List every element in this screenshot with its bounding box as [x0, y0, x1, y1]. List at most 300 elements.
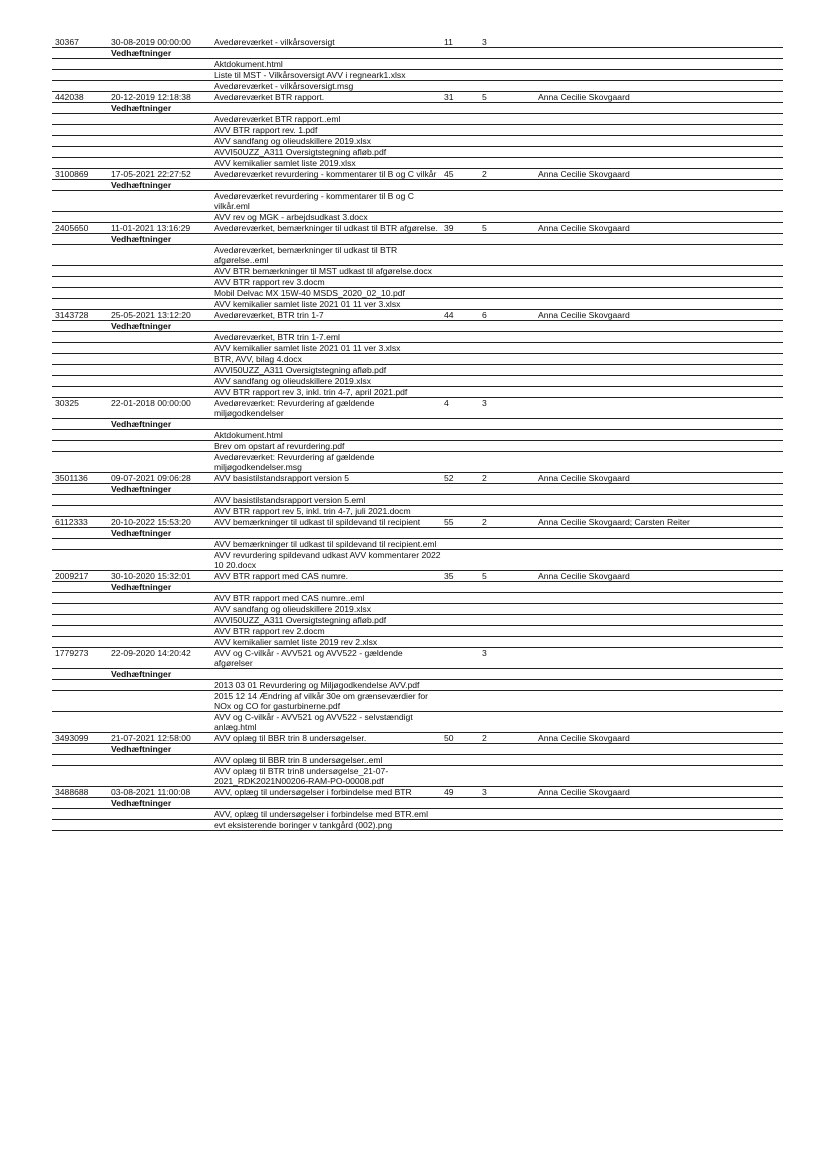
empty-cell — [479, 321, 535, 332]
empty-cell — [479, 191, 535, 212]
attachment-filename: AVV, oplæg til undersøgelser i forbindelse med BTR.eml — [214, 809, 428, 819]
empty-cell — [211, 180, 441, 191]
empty-cell — [52, 114, 108, 125]
empty-cell — [479, 136, 535, 147]
attachment-row — [52, 539, 783, 550]
attachment-row — [52, 593, 783, 604]
record-id: 3100869 — [55, 169, 89, 179]
attachment-filename: AVV basistilstandsrapport version 5.eml — [214, 495, 366, 505]
empty-cell — [479, 809, 535, 820]
empty-cell — [535, 245, 783, 266]
empty-cell — [108, 59, 211, 70]
record-count-2: 2 — [482, 517, 487, 527]
empty-cell — [535, 691, 783, 712]
attachment-row — [52, 430, 783, 441]
empty-cell — [535, 48, 783, 59]
empty-cell — [108, 288, 211, 299]
empty-cell — [441, 321, 479, 332]
empty-cell — [108, 691, 211, 712]
empty-cell — [52, 430, 108, 441]
empty-cell — [52, 637, 108, 648]
attachment-row — [52, 266, 783, 277]
attachment-row — [52, 637, 783, 648]
record-title: AVV og C-vilkår - AVV521 og AVV522 - gældende afgørelser — [214, 648, 403, 668]
attachments-label: Vedhæftninger — [111, 103, 172, 113]
empty-cell — [441, 809, 479, 820]
empty-cell — [52, 288, 108, 299]
empty-cell — [441, 59, 479, 70]
attachment-filename: AVV sandfang og olieudskillere 2019.xlsx — [214, 136, 372, 146]
empty-cell — [52, 48, 108, 59]
record-count-2: 3 — [482, 648, 487, 658]
attachment-row — [52, 376, 783, 387]
empty-cell — [441, 755, 479, 766]
empty-cell — [52, 376, 108, 387]
record-row — [52, 169, 783, 180]
attachment-row — [52, 354, 783, 365]
attachment-row — [52, 212, 783, 223]
empty-cell — [108, 332, 211, 343]
attachment-row — [52, 125, 783, 136]
empty-cell — [441, 615, 479, 626]
empty-cell — [535, 441, 783, 452]
empty-cell — [52, 691, 108, 712]
empty-cell — [52, 158, 108, 169]
empty-cell — [535, 59, 783, 70]
empty-cell — [479, 744, 535, 755]
record-row — [52, 571, 783, 582]
empty-cell — [479, 550, 535, 571]
empty-cell — [52, 712, 108, 733]
empty-cell — [441, 299, 479, 310]
record-title: AVV basistilstandsrapport version 5 — [214, 473, 350, 483]
empty-cell — [441, 147, 479, 158]
empty-cell — [211, 484, 441, 495]
empty-cell — [52, 550, 108, 571]
empty-cell — [441, 452, 479, 473]
empty-cell — [441, 125, 479, 136]
empty-cell — [441, 495, 479, 506]
empty-cell — [479, 299, 535, 310]
empty-cell — [479, 452, 535, 473]
empty-cell — [479, 376, 535, 387]
record-title: Avedøreværket - vilkårsoversigt — [214, 37, 335, 47]
empty-cell — [479, 266, 535, 277]
attachment-row — [52, 332, 783, 343]
attachment-row — [52, 452, 783, 473]
empty-cell — [441, 798, 479, 809]
empty-cell — [52, 59, 108, 70]
empty-cell — [479, 70, 535, 81]
empty-cell — [479, 593, 535, 604]
empty-cell — [441, 550, 479, 571]
empty-cell — [211, 528, 441, 539]
record-title: AVV oplæg til BBR trin 8 undersøgelser. — [214, 733, 367, 743]
empty-cell — [535, 506, 783, 517]
empty-cell — [535, 158, 783, 169]
attachment-filename: AVV rev og MGK - arbejdsudkast 3.docx — [214, 212, 368, 222]
empty-cell — [441, 820, 479, 831]
attachment-row — [52, 136, 783, 147]
empty-cell — [441, 691, 479, 712]
empty-cell — [479, 343, 535, 354]
attachment-row — [52, 809, 783, 820]
attachment-filename: AVV kemikalier samlet liste 2021 01 11 ver 3.xlsx — [214, 343, 401, 353]
attachments-label: Vedhæftninger — [111, 798, 172, 808]
empty-cell — [441, 582, 479, 593]
empty-cell — [108, 191, 211, 212]
empty-cell — [535, 114, 783, 125]
attachment-filename: AVV oplæg til BTR trin8 undersøgelse_21-07-2021_RDK2021N00206-RAM-PO-00008.pdf — [214, 766, 389, 786]
attachments-header-row — [52, 419, 783, 430]
empty-cell — [108, 495, 211, 506]
empty-cell — [52, 680, 108, 691]
attachment-filename: Liste til MST - Vilkårsoversigt AVV i regneark1.xlsx — [214, 70, 406, 80]
empty-cell — [479, 332, 535, 343]
record-title: Avedøreværket, bemærkninger til udkast til BTR afgørelse. — [214, 223, 438, 233]
attachments-label: Vedhæftninger — [111, 669, 172, 679]
empty-cell — [441, 70, 479, 81]
empty-cell — [52, 81, 108, 92]
record-id: 3501136 — [55, 473, 88, 483]
empty-cell — [535, 604, 783, 615]
empty-cell — [535, 234, 783, 245]
record-row — [52, 648, 783, 669]
empty-cell — [441, 441, 479, 452]
attachments-header-row — [52, 321, 783, 332]
empty-cell — [535, 484, 783, 495]
empty-cell — [52, 245, 108, 266]
empty-cell — [479, 365, 535, 376]
empty-cell — [108, 637, 211, 648]
record-id: 6112333 — [55, 517, 88, 527]
attachment-row — [52, 277, 783, 288]
record-row — [52, 37, 783, 48]
record-id: 1779273 — [55, 648, 89, 658]
empty-cell — [52, 147, 108, 158]
attachment-row — [52, 712, 783, 733]
attachment-filename: Mobil Delvac MX 15W-40 MSDS_2020_02_10.pdf — [214, 288, 405, 298]
empty-cell — [441, 288, 479, 299]
empty-cell — [52, 277, 108, 288]
attachments-header-row — [52, 528, 783, 539]
empty-cell — [108, 343, 211, 354]
empty-cell — [441, 539, 479, 550]
empty-cell — [52, 604, 108, 615]
empty-cell — [108, 766, 211, 787]
record-count-1: 52 — [444, 473, 454, 483]
attachment-filename: AVV BTR rapport rev 2.docm — [214, 626, 325, 636]
record-date: 20-12-2019 12:18:38 — [111, 92, 191, 102]
attachment-filename: BTR, AVV, bilag 4.docx — [214, 354, 302, 364]
empty-cell — [479, 820, 535, 831]
empty-cell — [108, 266, 211, 277]
empty-cell — [441, 343, 479, 354]
empty-cell — [479, 691, 535, 712]
attachment-filename: Avedøreværket revurdering - kommentarer til B og C vilkår.eml — [214, 191, 414, 211]
empty-cell — [52, 191, 108, 212]
empty-cell — [441, 528, 479, 539]
attachments-label: Vedhæftninger — [111, 234, 172, 244]
attachments-label: Vedhæftninger — [111, 48, 172, 58]
record-count-1: 55 — [444, 517, 454, 527]
empty-cell — [479, 484, 535, 495]
empty-cell — [535, 343, 783, 354]
empty-cell — [535, 539, 783, 550]
empty-cell — [479, 506, 535, 517]
empty-cell — [535, 365, 783, 376]
attachment-row — [52, 365, 783, 376]
attachments-label: Vedhæftninger — [111, 582, 172, 592]
empty-cell — [52, 744, 108, 755]
record-row — [52, 310, 783, 321]
record-person — [535, 398, 783, 419]
empty-cell — [108, 158, 211, 169]
attachment-filename: Avedøreværket BTR rapport..eml — [214, 114, 341, 124]
record-count-2: 5 — [482, 223, 487, 233]
empty-cell — [52, 387, 108, 398]
attachments-header-row — [52, 484, 783, 495]
record-row — [52, 473, 783, 484]
attachments-header-row — [52, 103, 783, 114]
empty-cell — [441, 212, 479, 223]
empty-cell — [441, 626, 479, 637]
empty-cell — [479, 755, 535, 766]
attachment-filename: Avedøreværket - vilkårsoversigt.msg — [214, 81, 354, 91]
record-date: 09-07-2021 09:06:28 — [111, 473, 191, 483]
attachment-row — [52, 495, 783, 506]
empty-cell — [108, 70, 211, 81]
empty-cell — [441, 234, 479, 245]
empty-cell — [52, 354, 108, 365]
empty-cell — [535, 180, 783, 191]
attachment-filename: AVV oplæg til BBR trin 8 undersøgelser..eml — [214, 755, 383, 765]
attachment-row — [52, 114, 783, 125]
record-row — [52, 92, 783, 103]
attachment-filename: AVV BTR rapport med CAS numre..eml — [214, 593, 365, 603]
empty-cell — [535, 452, 783, 473]
empty-cell — [479, 430, 535, 441]
empty-cell — [52, 234, 108, 245]
attachments-header-row — [52, 582, 783, 593]
empty-cell — [52, 103, 108, 114]
empty-cell — [441, 430, 479, 441]
record-count-1: 39 — [444, 223, 454, 233]
empty-cell — [108, 299, 211, 310]
empty-cell — [479, 59, 535, 70]
empty-cell — [479, 582, 535, 593]
record-count-2: 6 — [482, 310, 487, 320]
empty-cell — [535, 755, 783, 766]
empty-cell — [535, 550, 783, 571]
empty-cell — [535, 669, 783, 680]
empty-cell — [52, 180, 108, 191]
attachment-filename: AVV BTR rapport rev 3, inkl. trin 4-7, april 2021.pdf — [214, 387, 408, 397]
empty-cell — [479, 158, 535, 169]
empty-cell — [441, 354, 479, 365]
empty-cell — [52, 332, 108, 343]
empty-cell — [211, 321, 441, 332]
empty-cell — [441, 365, 479, 376]
empty-cell — [479, 245, 535, 266]
empty-cell — [108, 147, 211, 158]
empty-cell — [52, 321, 108, 332]
empty-cell — [441, 712, 479, 733]
empty-cell — [535, 332, 783, 343]
record-person: Anna Cecilie Skovgaard — [538, 787, 630, 797]
attachment-row — [52, 441, 783, 452]
empty-cell — [441, 180, 479, 191]
empty-cell — [108, 615, 211, 626]
empty-cell — [479, 387, 535, 398]
empty-cell — [479, 637, 535, 648]
empty-cell — [108, 365, 211, 376]
empty-cell — [441, 604, 479, 615]
empty-cell — [52, 539, 108, 550]
empty-cell — [52, 755, 108, 766]
empty-cell — [52, 343, 108, 354]
empty-cell — [479, 419, 535, 430]
empty-cell — [535, 212, 783, 223]
attachment-row — [52, 343, 783, 354]
empty-cell — [108, 820, 211, 831]
attachments-label: Vedhæftninger — [111, 321, 172, 331]
empty-cell — [108, 245, 211, 266]
record-id: 3493099 — [55, 733, 89, 743]
record-person: Anna Cecilie Skovgaard — [538, 733, 630, 743]
record-count-1: 4 — [444, 398, 449, 408]
empty-cell — [52, 809, 108, 820]
attachment-row — [52, 820, 783, 831]
record-count-2: 3 — [482, 37, 487, 47]
empty-cell — [211, 419, 441, 430]
attachments-label: Vedhæftninger — [111, 528, 172, 538]
empty-cell — [52, 266, 108, 277]
empty-cell — [52, 528, 108, 539]
empty-cell — [108, 604, 211, 615]
attachment-filename: AVV kemikalier samlet liste 2019 rev 2.xlsx — [214, 637, 378, 647]
empty-cell — [211, 103, 441, 114]
empty-cell — [535, 430, 783, 441]
empty-cell — [441, 48, 479, 59]
attachment-filename: evt eksisterende boringer v tankgård (002).png — [214, 820, 393, 830]
attachment-filename: AVV BTR rapport rev. 1.pdf — [214, 125, 318, 135]
empty-cell — [441, 387, 479, 398]
empty-cell — [441, 593, 479, 604]
empty-cell — [479, 103, 535, 114]
empty-cell — [479, 125, 535, 136]
empty-cell — [535, 582, 783, 593]
empty-cell — [108, 539, 211, 550]
empty-cell — [108, 755, 211, 766]
empty-cell — [108, 81, 211, 92]
empty-cell — [108, 136, 211, 147]
empty-cell — [441, 376, 479, 387]
record-title: AVV bemærkninger til udkast til spildevand til recipient — [214, 517, 421, 527]
empty-cell — [479, 212, 535, 223]
empty-cell — [535, 103, 783, 114]
empty-cell — [535, 191, 783, 212]
attachment-filename: AVV BTR rapport rev 5, inkl. trin 4-7, juli 2021.docm — [214, 506, 411, 516]
attachment-filename: AVVI50UZZ_A311 Oversigtstegning afløb.pdf — [214, 365, 387, 375]
empty-cell — [535, 147, 783, 158]
empty-cell — [535, 81, 783, 92]
empty-cell — [479, 615, 535, 626]
empty-cell — [52, 70, 108, 81]
empty-cell — [535, 637, 783, 648]
attachments-header-row — [52, 180, 783, 191]
record-count-2: 2 — [482, 169, 487, 179]
empty-cell — [535, 798, 783, 809]
empty-cell — [479, 277, 535, 288]
attachment-filename: AVV kemikalier samlet liste 2021 01 11 ver 3.xlsx — [214, 299, 401, 309]
record-row — [52, 733, 783, 744]
record-date: 22-09-2020 14:20:42 — [111, 648, 191, 658]
empty-cell — [535, 376, 783, 387]
empty-cell — [52, 136, 108, 147]
record-date: 20-10-2022 15:53:20 — [111, 517, 191, 527]
empty-cell — [479, 669, 535, 680]
record-person: Anna Cecilie Skovgaard — [538, 473, 630, 483]
empty-cell — [108, 712, 211, 733]
empty-cell — [441, 766, 479, 787]
empty-cell — [108, 506, 211, 517]
empty-cell — [108, 354, 211, 365]
empty-cell — [52, 669, 108, 680]
attachment-row — [52, 299, 783, 310]
empty-cell — [52, 506, 108, 517]
empty-cell — [441, 266, 479, 277]
record-id: 2009217 — [55, 571, 89, 581]
record-count-1: 44 — [444, 310, 454, 320]
empty-cell — [108, 125, 211, 136]
record-count-2: 5 — [482, 571, 487, 581]
empty-cell — [108, 550, 211, 571]
empty-cell — [535, 593, 783, 604]
record-count-1: 11 — [444, 37, 453, 47]
attachments-label: Vedhæftninger — [111, 180, 172, 190]
empty-cell — [479, 495, 535, 506]
empty-cell — [52, 484, 108, 495]
record-title: Avedøreværket, BTR trin 1-7 — [214, 310, 324, 320]
empty-cell — [108, 680, 211, 691]
attachment-filename: Aktdokument.html — [214, 59, 283, 69]
empty-cell — [479, 354, 535, 365]
empty-cell — [211, 234, 441, 245]
record-date: 11-01-2021 13:16:29 — [111, 223, 191, 233]
empty-cell — [535, 495, 783, 506]
empty-cell — [479, 604, 535, 615]
attachment-row — [52, 691, 783, 712]
empty-cell — [479, 81, 535, 92]
attachment-filename: 2015 12 14 Ændring af vilkår 30e om grænseværdier for NOx og CO for gasturbinerne.pdf — [214, 691, 429, 711]
empty-cell — [535, 615, 783, 626]
attachment-filename: AVV bemærkninger til udkast til spildevand til recipient.eml — [214, 539, 437, 549]
empty-cell — [535, 136, 783, 147]
record-date: 22-01-2018 00:00:00 — [111, 398, 191, 408]
attachments-label: Vedhæftninger — [111, 419, 172, 429]
attachments-label: Vedhæftninger — [111, 484, 172, 494]
record-person — [535, 37, 783, 48]
attachment-row — [52, 147, 783, 158]
empty-cell — [52, 299, 108, 310]
record-count-2: 3 — [482, 787, 487, 797]
record-person: Anna Cecilie Skovgaard — [538, 169, 630, 179]
attachment-row — [52, 626, 783, 637]
empty-cell — [52, 125, 108, 136]
record-title: AVV BTR rapport med CAS numre. — [214, 571, 349, 581]
empty-cell — [441, 332, 479, 343]
